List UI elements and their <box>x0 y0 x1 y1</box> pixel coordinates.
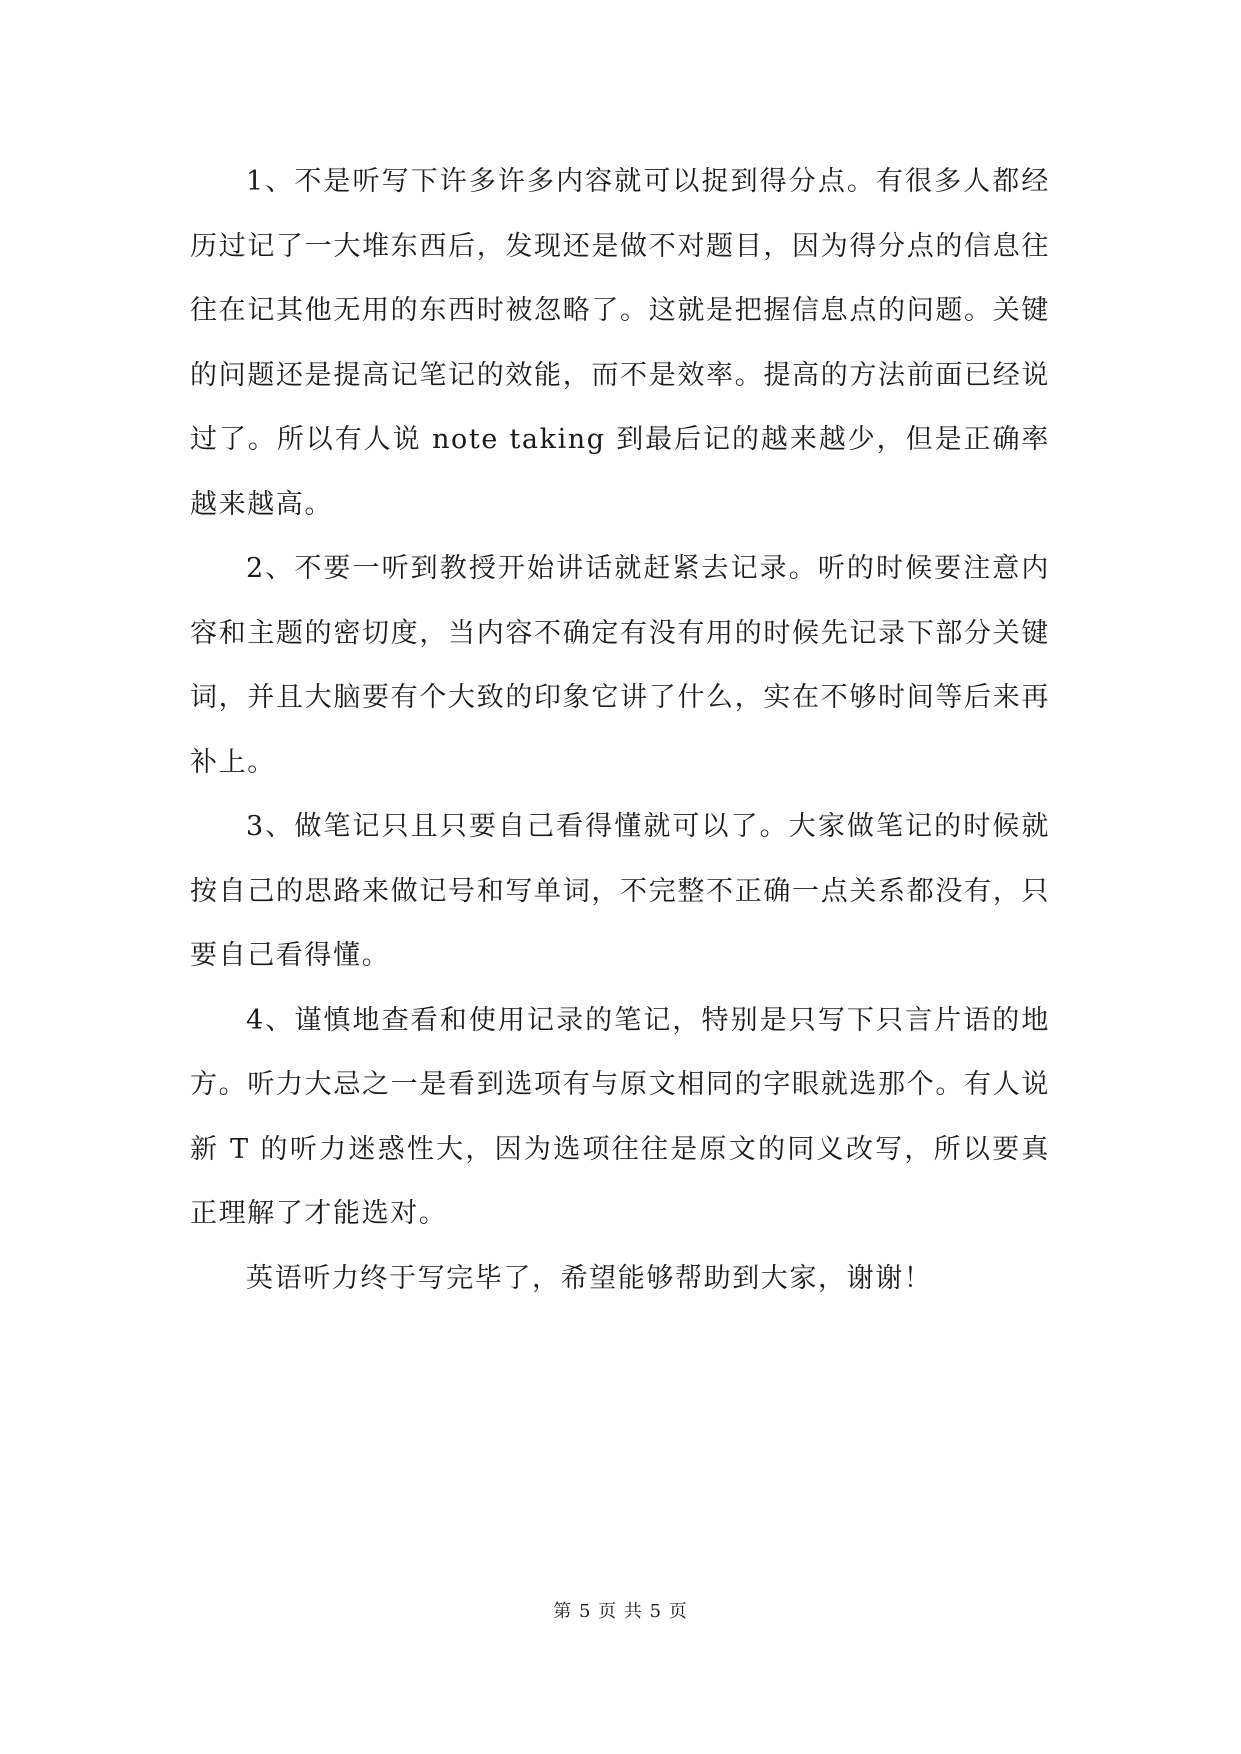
paragraph-2: 2、不要一听到教授开始讲话就赶紧去记录。听的时候要注意内容和主题的密切度，当内容不确定有没有用的时候先记录下部分关键词，并且大脑要有个大致的印象它讲了什么，实在不够时间等后来再补上。 <box>190 553 1050 778</box>
document-body <box>190 150 1050 1311</box>
paragraph-closing: 英语听力终于写完毕了，希望能够帮助到大家，谢谢！ <box>246 1262 933 1294</box>
paragraph-1: 1、不是听写下许多许多内容就可以捉到得分点。有很多人都经历过记了一大堆东西后，发现还是做不对题目，因为得分点的信息往往在记其他无用的东西时被忽略了。这就是把握信息点的问题。关键的问题还是提高记笔记的效能，而不是效率。提高的方法前面已经说过了。所以有人说 note taking 到最后记的越来越少，但是正确率越来越高。 <box>190 166 1050 520</box>
paragraph-4: 4、谨慎地查看和使用记录的笔记，特别是只写下只言片语的地方。听力大忌之一是看到选项有与原文相同的字眼就选那个。有人说新 T 的听力迷惑性大，因为选项往往是原文的同义改写，所以要真正理解了才能选对。 <box>190 1004 1050 1229</box>
page-number-footer: 第 5 页 共 5 页 <box>553 1601 688 1622</box>
paragraph-3: 3、做笔记只且只要自己看得懂就可以了。大家做笔记的时候就按自己的思路来做记号和写单词，不完整不正确一点关系都没有，只要自己看得懂。 <box>190 811 1050 971</box>
